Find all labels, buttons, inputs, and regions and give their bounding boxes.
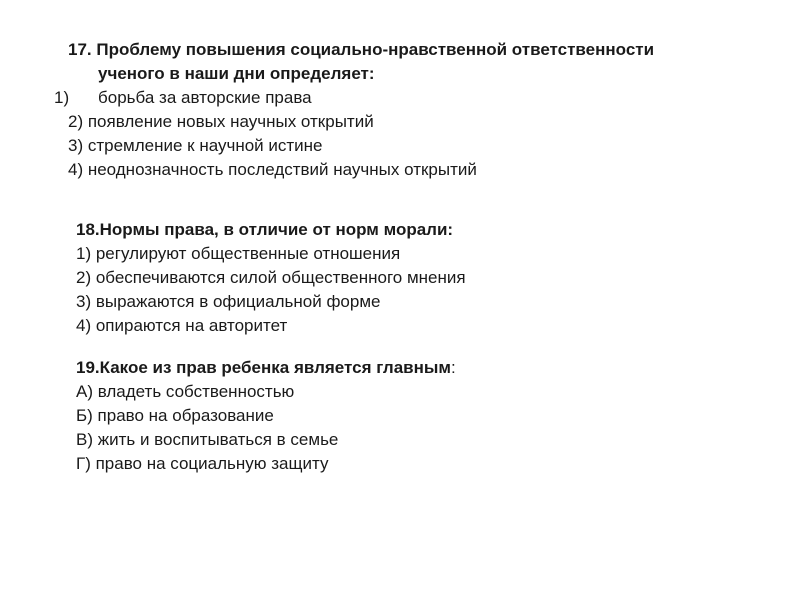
question-17-option-4: 4) неоднозначность последствий научных открытий [68, 160, 477, 179]
question-17-option-1-text: борьба за авторские права [98, 88, 312, 107]
question-17-option-3: 3) стремление к научной истине [68, 136, 323, 155]
question-18-option-2: 2) обеспечиваются силой общественного мнения [76, 268, 466, 287]
question-17-option-1 [54, 86, 654, 110]
question-19-option-c: В) жить и воспитываться в семье [76, 430, 339, 449]
question-18-option-3: 3) выражаются в официальной форме [76, 292, 381, 311]
question-19-title-line [76, 356, 456, 380]
question-19-title-colon: : [450, 358, 456, 377]
question-19-option-b: Б) право на образование [76, 406, 274, 425]
question-19-option-a: А) владеть собственностью [76, 382, 295, 401]
question-19-option-d: Г) право на социальную защиту [76, 454, 329, 473]
question-18-option-4: 4) опираются на авторитет [76, 316, 288, 335]
question-17-title-line1: 17. Проблему повышения социально-нравственной ответственности [68, 40, 655, 59]
question-18 [76, 218, 466, 338]
question-19 [76, 356, 456, 476]
question-18-title: 18.Нормы права, в отличие от норм морали: [76, 220, 454, 239]
question-17-option-1-number: 1) [54, 88, 70, 107]
question-17-option-2: 2) появление новых научных открытий [68, 112, 374, 131]
question-17 [54, 38, 655, 182]
question-17-title-line2: ученого в наши дни определяет: [98, 64, 375, 83]
question-19-title: 19.Какое из прав ребенка является главным [76, 358, 451, 377]
question-18-option-1: 1) регулируют общественные отношения [76, 244, 401, 263]
